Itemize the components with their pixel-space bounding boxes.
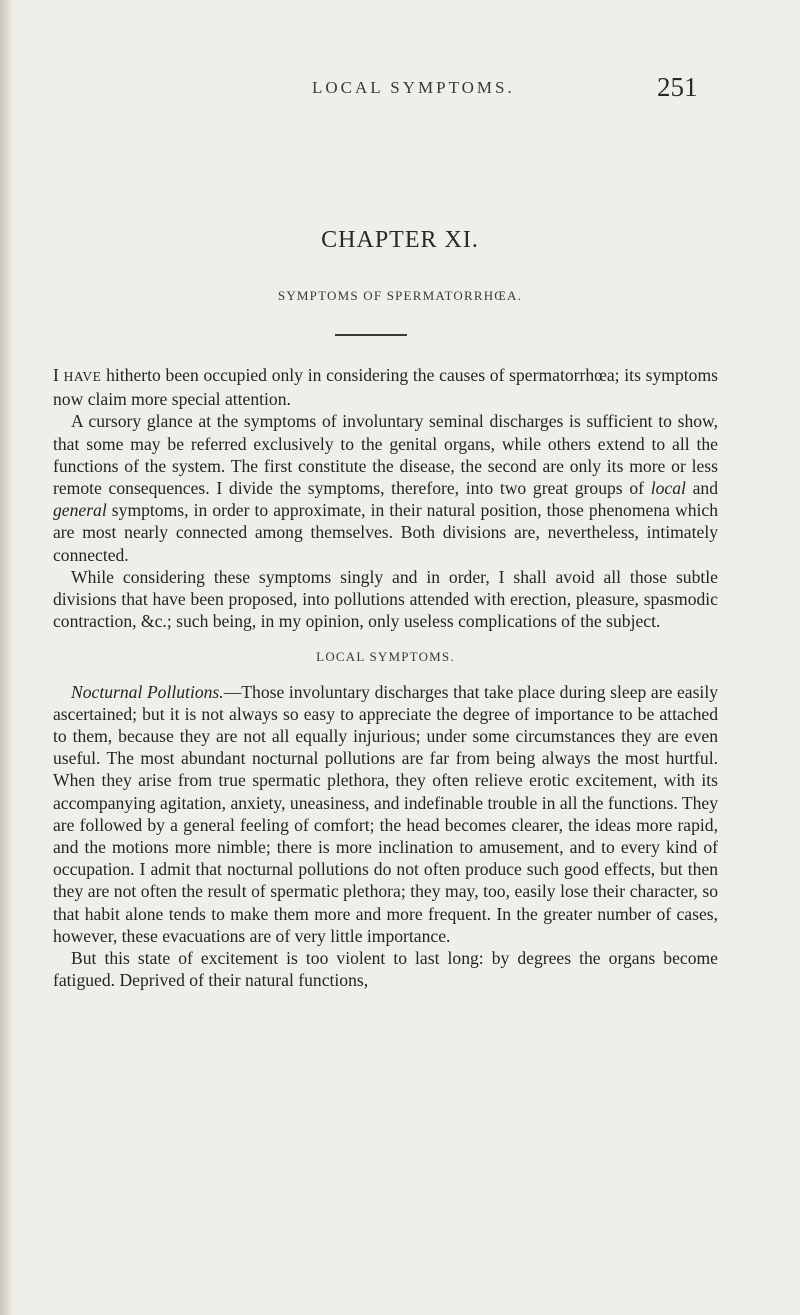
- paragraph-method: While considering these symptoms singly and in order, I shall avoid all those subtle divisions that have been proposed, into pollutions attended with erection, pleasure, spasmodic contraction, &c.; such being, in my opinion, only useless complications of the subject.: [53, 566, 718, 632]
- section-heading: LOCAL SYMPTOMS.: [316, 649, 455, 665]
- running-header: [0, 72, 800, 112]
- page-gutter-shadow: [0, 0, 14, 1315]
- body-text: [53, 364, 718, 991]
- emphasis-general: general: [53, 500, 107, 521]
- smallcaps-lead: HAVE: [63, 369, 102, 384]
- paragraph-divisions-text-2: and: [685, 478, 718, 499]
- paragraph-excitement: But this state of excitement is too violent to last long: by degrees the organs become fatigued. Deprived of their natural functions,: [53, 948, 718, 991]
- emphasis-local: local: [650, 478, 686, 499]
- page-number: 251: [657, 72, 698, 102]
- paragraph-divisions-text-1: A cursory glance at the symptoms of involuntary seminal discharges is sufficient to show, that some may be referred exclusively to the genital organs, while others extend to all the functions of the system. The first constitute the disease, the second are only its more or less remote consequences. I divide the symptoms, therefore, into two great groups of: [53, 411, 718, 499]
- paragraph-nocturnal-pollutions: [53, 681, 718, 947]
- paragraph-nocturnal-text: —Those involuntary discharges that take place during sleep are easily ascertained; but it is not always so easy to appreciate the degree of importance to be attached to them, because they are not all equally injurious; under some circumstances they are even useful. The most abundant nocturnal pollutions are far from being always the most hurtful. When they arise from true spermatic plethora, they often relieve erotic excitement, with its accompanying agitation, anxiety, uneasiness, and indefinable trouble in all the functions. They are followed by a general feeling of comfort; the head becomes clearer, the ideas more rapid, and the motions more nimble; there is more inclination to amusement, and to every kind of occupation. I admit that nocturnal pollutions do not often produce such good effects, but then they are not often the result of spermatic plethora; they may, too, easily lose their character, so that habit alone tends to make them more and more frequent. In the greater number of cases, however, these evacuations are of very little importance.: [53, 681, 718, 946]
- running-title: LOCAL SYMPTOMS.: [312, 78, 515, 97]
- paragraph-divisions: [53, 410, 718, 565]
- paragraph-divisions-text-3: symptoms, in order to approximate, in their natural position, those phenomena which are most nearly connected among themselves. Both divisions are, nevertheless, intimately connected.: [53, 500, 718, 565]
- chapter-subtitle: SYMPTOMS OF SPERMATORRHŒA.: [277, 288, 523, 303]
- drop-cap: I: [53, 365, 64, 385]
- paragraph-intro: [53, 364, 718, 410]
- paragraph-intro-text: hitherto been occupied only in considering the causes of spermatorrhœa; its symptoms now claim more special attention.: [53, 365, 718, 410]
- chapter-title: CHAPTER XI.: [321, 227, 479, 253]
- italic-lead: Nocturnal Pollutions.: [71, 681, 224, 702]
- chapter-rule: [335, 334, 407, 336]
